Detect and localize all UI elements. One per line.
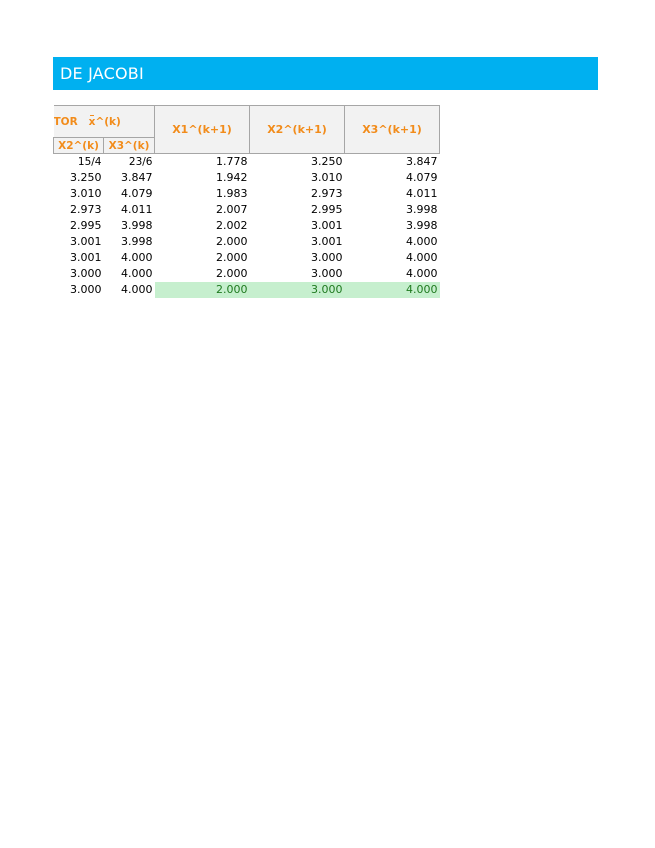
cell-x3: 4.079 — [121, 187, 153, 200]
cell-x3: 23/6 — [128, 156, 153, 168]
cell-x3-next: 3.998 — [406, 203, 438, 216]
cell-x1-next: 2.000 — [216, 267, 248, 280]
cell-x1-next: 1.942 — [216, 171, 248, 184]
cell-x2-next: 2.973 — [311, 187, 343, 200]
vector-superscript: ^(k) — [95, 115, 121, 128]
cell-x2: 3.010 — [70, 187, 102, 200]
cell-x3-next: 3.847 — [406, 155, 438, 168]
table-row — [54, 202, 440, 218]
page-title: DE JACOBI — [60, 64, 144, 83]
cell-x2: 3.000 — [70, 267, 102, 280]
cell-x3-next: 3.998 — [406, 219, 438, 232]
cell-x2: 15/4 — [77, 156, 102, 168]
cell-x3: 3.847 — [121, 171, 153, 184]
cell-x1-next: 1.778 — [216, 155, 248, 168]
cell-x2-next: 2.995 — [311, 203, 343, 216]
cell-x1-next: 2.007 — [216, 203, 248, 216]
cell-x2: 3.001 — [70, 235, 102, 248]
cell-x2: 2.995 — [70, 219, 102, 232]
cell-x3-next: 4.011 — [406, 187, 438, 200]
table-row-converged — [54, 282, 440, 298]
cell-x1-next: 1.983 — [216, 187, 248, 200]
cell-x3-next: 4.000 — [406, 235, 438, 248]
column-header-x3: X3^(k) — [104, 138, 155, 154]
table-row — [54, 218, 440, 234]
vector-symbol: x — [88, 115, 96, 128]
cell-x2-next: 3.001 — [311, 235, 343, 248]
column-header-x2: X2^(k) — [54, 138, 104, 154]
cell-x2: 3.250 — [70, 171, 102, 184]
table-row — [54, 170, 440, 186]
column-header-x2-next: X2^(k+1) — [250, 106, 345, 154]
table-row — [54, 154, 440, 171]
cell-x2-next: 3.000 — [311, 267, 343, 280]
cell-x3: 4.000 — [121, 283, 153, 296]
cell-x2-next-converged: 3.000 — [250, 282, 345, 298]
cell-x2: 2.973 — [70, 203, 102, 216]
cell-x2-next: 3.010 — [311, 171, 343, 184]
column-header-x1-next: X1^(k+1) — [155, 106, 250, 154]
cell-x1-next: 2.002 — [216, 219, 248, 232]
cell-x3-next: 4.079 — [406, 171, 438, 184]
table-row — [54, 186, 440, 202]
cell-x3: 3.998 — [121, 235, 153, 248]
cell-x2-next: 3.001 — [311, 219, 343, 232]
cell-x2: 3.001 — [70, 251, 102, 264]
cell-x3: 3.998 — [121, 219, 153, 232]
table-row — [54, 266, 440, 282]
cell-x2: 3.000 — [70, 283, 102, 296]
cell-x1-next-converged: 2.000 — [155, 282, 250, 298]
jacobi-iteration-table — [53, 105, 440, 298]
table-row — [54, 250, 440, 266]
cell-x2-next: 3.250 — [311, 155, 343, 168]
cell-x3-next-converged: 4.000 — [345, 282, 440, 298]
cell-x3: 4.011 — [121, 203, 153, 216]
table-row — [54, 234, 440, 250]
cell-x2-next: 3.000 — [311, 251, 343, 264]
page-title-banner — [53, 57, 598, 90]
cell-x1-next: 2.000 — [216, 235, 248, 248]
cell-x3: 4.000 — [121, 251, 153, 264]
cell-x1-next: 2.000 — [216, 251, 248, 264]
vector-header-prefix: TOR — [53, 115, 78, 128]
cell-x3-next: 4.000 — [406, 251, 438, 264]
cell-x3: 4.000 — [121, 267, 153, 280]
vector-group-header — [54, 106, 155, 138]
cell-x3-next: 4.000 — [406, 267, 438, 280]
column-header-x3-next: X3^(k+1) — [345, 106, 440, 154]
